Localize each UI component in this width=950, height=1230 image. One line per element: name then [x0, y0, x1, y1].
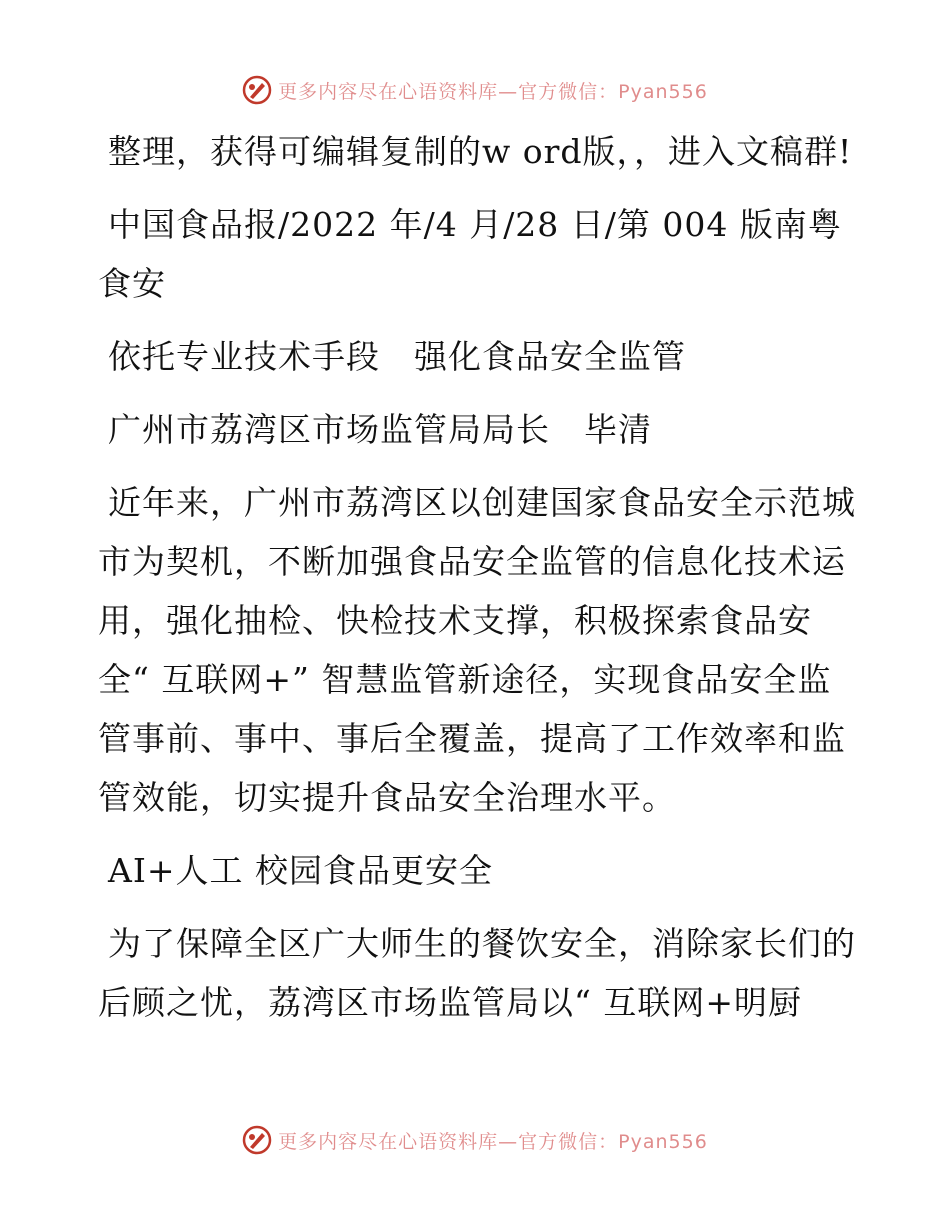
header-banner-text: 更多内容尽在心语资料库—官方微信：Pyan556 [278, 80, 708, 103]
header-banner [0, 70, 950, 110]
article-title: 依托专业技术手段 强化食品安全监管 [108, 337, 686, 376]
footer-banner [0, 1120, 950, 1160]
document-body [98, 122, 858, 1032]
logo-icon [242, 75, 272, 105]
section-heading: AI+人工 校园食品更安全 [108, 851, 494, 890]
article-author: 广州市荔湾区市场监管局局长 毕清 [108, 410, 652, 449]
paragraph-intro: 整理，获得可编辑复制的w ord版，，进入文稿群! [108, 132, 853, 171]
paragraph-body-2: 为了保障全区广大师生的餐饮安全，消除家长们的后顾之忧，荔湾区市场监管局以“ 互联网+明厨 [98, 924, 856, 1022]
logo-icon [242, 1125, 272, 1155]
source-line: 中国食品报/2022 年/4 月/28 日/第 004 版南粤食安 [98, 205, 842, 303]
footer-banner-text: 更多内容尽在心语资料库—官方微信：Pyan556 [278, 1130, 708, 1153]
paragraph-body-1: 近年来，广州市荔湾区以创建国家食品安全示范城市为契机，不断加强食品安全监管的信息化技术运用，强化抽检、快检技术支撑，积极探索食品安全“ 互联网+” 智慧监管新途径，实现食品安全监管事前、事中、事后全覆盖，提高了工作效率和监管效能，切实提升食品安全治理水平。 [98, 483, 856, 817]
